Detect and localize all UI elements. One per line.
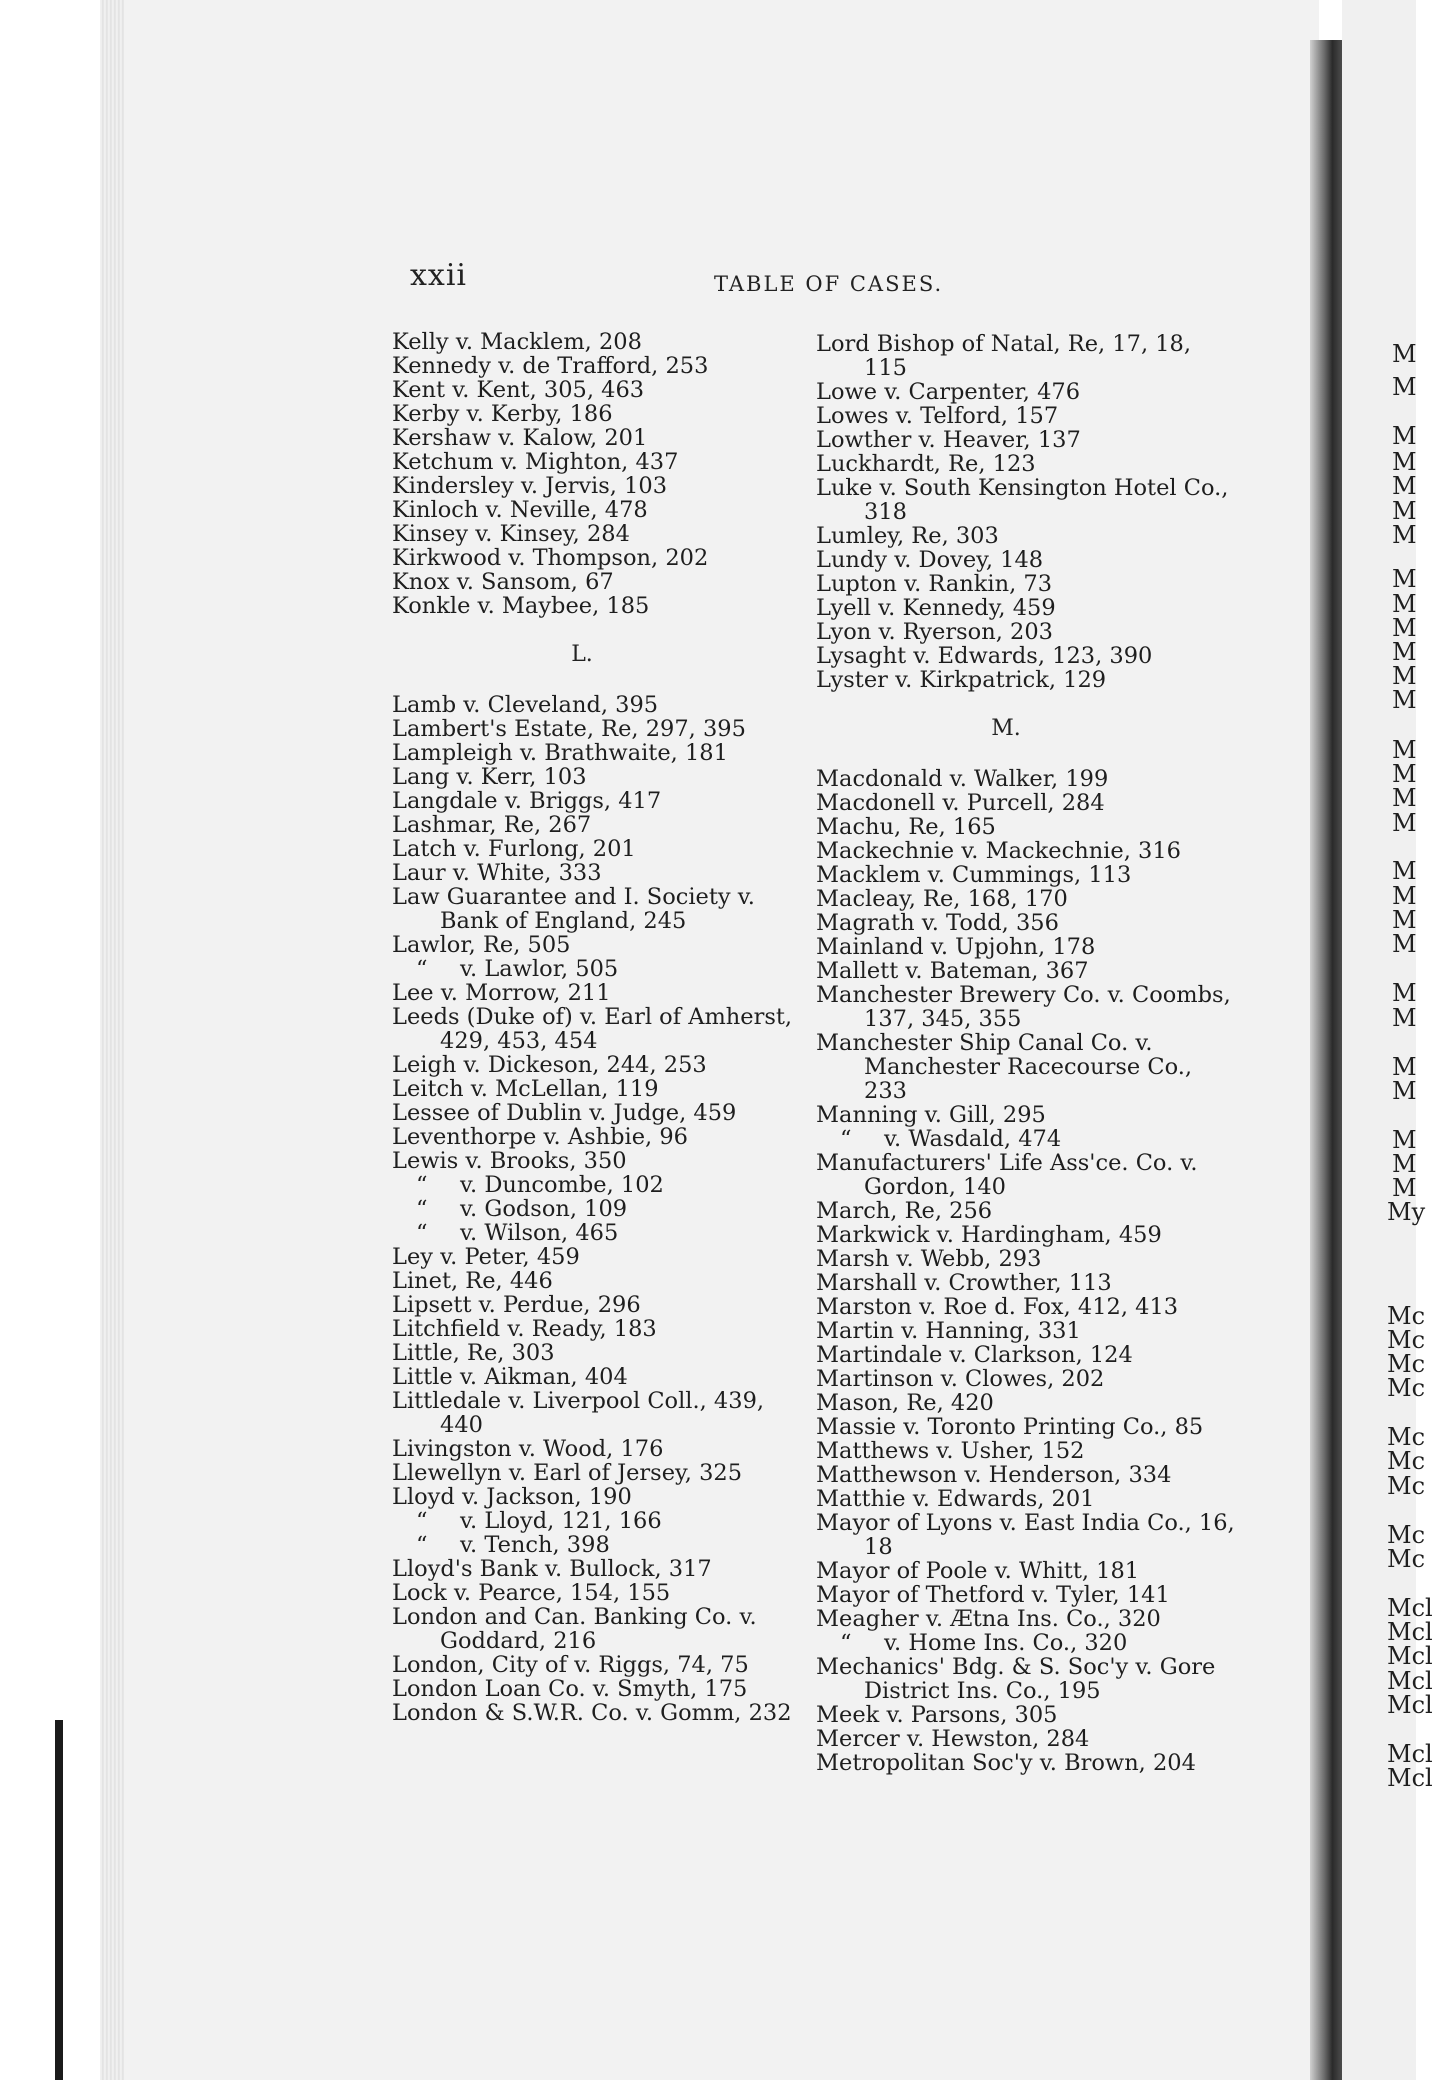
case-entry: London Loan Co. v. Smyth, 175 (392, 1676, 748, 1702)
case-entry: Luke v. South Kensington Hotel Co., 318 (816, 475, 1229, 525)
case-entry: Marshall v. Crowther, 113 (816, 1270, 1112, 1296)
case-entry: Martinson v. Clowes, 202 (816, 1366, 1105, 1392)
case-entry (816, 1631, 1236, 1655)
case-entry: Little, Re, 303 (392, 1340, 555, 1366)
case-entry: Mayor of Thetford v. Tyler, 141 (816, 1582, 1170, 1608)
case-entry: Marsh v. Webb, 293 (816, 1246, 1042, 1272)
case-entry: Lawlor, Re, 505 (392, 932, 571, 958)
facing-page-letter: M (1392, 472, 1417, 500)
case-entry: Linet, Re, 446 (392, 1268, 553, 1294)
case-entry: Lyell v. Kennedy, 459 (816, 595, 1056, 621)
section-letter-m: M. (991, 716, 1021, 741)
case-entry: Massie v. Toronto Printing Co., 85 (816, 1414, 1204, 1440)
case-entry: Mechanics' Bdg. & S. Soc'y v. Gore District Ins. Co., 195 (816, 1654, 1216, 1704)
right-column (816, 332, 1236, 1775)
facing-page-letter: Mc (1387, 1423, 1426, 1451)
facing-page-letter: M (1392, 686, 1417, 714)
case-entry: Lashmar, Re, 267 (392, 812, 592, 838)
case-entry: London & S.W.R. Co. v. Gomm, 232 (392, 1700, 792, 1726)
facing-page-letter: Mc (1387, 1326, 1426, 1354)
case-entry: Lowe v. Carpenter, 476 (816, 379, 1081, 405)
case-entry: Kinsey v. Kinsey, 284 (392, 521, 630, 547)
ditto-mark: “ (416, 1508, 428, 1534)
case-entry: Matthewson v. Henderson, 334 (816, 1462, 1172, 1488)
case-entry: Lampleigh v. Brathwaite, 181 (392, 740, 728, 766)
facing-page-letter: Mcl (1387, 1667, 1433, 1695)
case-entry: Lamb v. Cleveland, 395 (392, 692, 659, 718)
case-entry: Lyon v. Ryerson, 203 (816, 619, 1053, 645)
facing-page-letter: M (1392, 662, 1417, 690)
facing-page-letter: M (1392, 979, 1417, 1007)
case-entry: Kinloch v. Neville, 478 (392, 497, 648, 523)
case-entry: Macdonell v. Purcell, 284 (816, 790, 1105, 816)
case-entry: Kerby v. Kerby, 186 (392, 401, 613, 427)
facing-page-letter: Mc (1387, 1472, 1426, 1500)
case-entry: Leitch v. McLellan, 119 (392, 1076, 659, 1102)
running-head: TABLE OF CASES. (714, 272, 944, 296)
facing-page-letter: Mc (1387, 1545, 1426, 1573)
case-entry: Knox v. Sansom, 67 (392, 569, 614, 595)
case-entry-text: v. Godson, 109 (460, 1196, 628, 1222)
case-entry-text: v. Duncombe, 102 (460, 1172, 664, 1198)
facing-page-letter: M (1392, 1174, 1417, 1202)
case-entry-text: v. Wasdald, 474 (884, 1126, 1062, 1152)
case-entry: Macleay, Re, 168, 170 (816, 886, 1068, 912)
case-entry: Machu, Re, 165 (816, 814, 996, 840)
case-entry: Kelly v. Macklem, 208 (392, 329, 642, 355)
case-entry-text: v. Home Ins. Co., 320 (884, 1630, 1128, 1656)
case-entry: Magrath v. Todd, 356 (816, 910, 1059, 936)
l-entries-list-continued (816, 332, 1236, 692)
facing-page-letter: M (1392, 1150, 1417, 1178)
ditto-mark: “ (416, 1532, 428, 1558)
facing-page-letter: Mc (1387, 1447, 1426, 1475)
case-entry: Lupton v. Rankin, 73 (816, 571, 1053, 597)
facing-page-letter: Mc (1387, 1374, 1426, 1402)
case-entry-text: v. Lawlor, 505 (460, 956, 619, 982)
case-entry: Lessee of Dublin v. Judge, 459 (392, 1100, 737, 1126)
case-entry: Littledale v. Liverpool Coll., 439, 440 (392, 1388, 765, 1438)
case-entry: London, City of v. Riggs, 74, 75 (392, 1652, 749, 1678)
facing-page-letter: Mcl (1387, 1618, 1433, 1646)
case-entry: Mayor of Poole v. Whitt, 181 (816, 1558, 1140, 1584)
facing-page-letter: M (1392, 614, 1417, 642)
facing-page-letter: M (1392, 638, 1417, 666)
case-entry: Lang v. Kerr, 103 (392, 764, 587, 790)
case-entry: Llewellyn v. Earl of Jersey, 325 (392, 1460, 743, 1486)
case-entry: Kindersley v. Jervis, 103 (392, 473, 668, 499)
ditto-mark: “ (416, 1172, 428, 1198)
case-entry: Kent v. Kent, 305, 463 (392, 377, 645, 403)
case-entry: Lloyd v. Jackson, 190 (392, 1484, 632, 1510)
case-entry: Mackechnie v. Mackechnie, 316 (816, 838, 1181, 864)
facing-page-letter: M (1392, 590, 1417, 618)
case-entry: Luckhardt, Re, 123 (816, 451, 1036, 477)
case-entry: Ley v. Peter, 459 (392, 1244, 580, 1270)
facing-page-letter: M (1392, 422, 1417, 450)
case-entry: Konkle v. Maybee, 185 (392, 593, 650, 619)
case-entry: Ketchum v. Mighton, 437 (392, 449, 679, 475)
case-entry: Lyster v. Kirkpatrick, 129 (816, 667, 1107, 693)
case-entry: Meagher v. Ætna Ins. Co., 320 (816, 1606, 1161, 1632)
case-entry: Kirkwood v. Thompson, 202 (392, 545, 709, 571)
case-entry: Martin v. Hanning, 331 (816, 1318, 1081, 1344)
case-entry: Manufacturers' Life Ass'ce. Co. v. Gordon, 140 (816, 1150, 1198, 1200)
case-entry: Mayor of Lyons v. East India Co., 16, 18 (816, 1510, 1235, 1560)
case-entry-text: v. Wilson, 465 (460, 1220, 619, 1246)
case-entry: Laur v. White, 333 (392, 860, 602, 886)
case-entry: Manchester Ship Canal Co. v. Manchester Racecourse Co., 233 (816, 1030, 1193, 1104)
case-entry: Mainland v. Upjohn, 178 (816, 934, 1096, 960)
facing-page-letter: Mcl (1387, 1642, 1433, 1670)
case-entry: Little v. Aikman, 404 (392, 1364, 628, 1390)
case-entry: Lumley, Re, 303 (816, 523, 999, 549)
book-edge-shadow (55, 1720, 63, 2080)
case-entry: Latch v. Furlong, 201 (392, 836, 636, 862)
case-entry: Mallett v. Bateman, 367 (816, 958, 1089, 984)
case-entry (392, 1221, 812, 1245)
case-entry: Leventhorpe v. Ashbie, 96 (392, 1124, 688, 1150)
case-entry: Martindale v. Clarkson, 124 (816, 1342, 1133, 1368)
facing-page-letter: M (1392, 736, 1417, 764)
facing-page-letter: M (1392, 373, 1417, 401)
case-entry-text: v. Tench, 398 (460, 1532, 610, 1558)
facing-page-letter: M (1392, 521, 1417, 549)
facing-page-letter: M (1392, 906, 1417, 934)
case-entry: Lundy v. Dovey, 148 (816, 547, 1044, 573)
facing-page-letter: M (1392, 448, 1417, 476)
case-entry: Manning v. Gill, 295 (816, 1102, 1046, 1128)
facing-page-letter: Mc (1387, 1350, 1426, 1378)
case-entry: Lowes v. Telford, 157 (816, 403, 1059, 429)
case-entry: Kershaw v. Kalow, 201 (392, 425, 648, 451)
case-entry: Lee v. Morrow, 211 (392, 980, 611, 1006)
facing-page-letter: M (1392, 1004, 1417, 1032)
case-entry: Markwick v. Hardingham, 459 (816, 1222, 1162, 1248)
case-entry (392, 1509, 812, 1533)
case-entry: Lambert's Estate, Re, 297, 395 (392, 716, 746, 742)
k-entries-list (392, 330, 812, 618)
left-column (392, 330, 812, 1725)
case-entry: Manchester Brewery Co. v. Coombs, 137, 345, 355 (816, 982, 1231, 1032)
facing-page-letter: M (1392, 809, 1417, 837)
case-entry-text: v. Lloyd, 121, 166 (460, 1508, 662, 1534)
facing-page-letter: Mcl (1387, 1594, 1433, 1622)
case-entry: Lowther v. Heaver, 137 (816, 427, 1081, 453)
case-entry: Lewis v. Brooks, 350 (392, 1148, 627, 1174)
facing-page-letter: Mcl (1387, 1740, 1433, 1768)
ditto-mark: “ (416, 1196, 428, 1222)
ditto-mark: “ (840, 1630, 852, 1656)
facing-page-letter: M (1392, 340, 1417, 368)
case-entry: Mason, Re, 420 (816, 1390, 994, 1416)
case-entry: Metropolitan Soc'y v. Brown, 204 (816, 1750, 1196, 1776)
case-entry: Macdonald v. Walker, 199 (816, 766, 1109, 792)
case-entry: Lipsett v. Perdue, 296 (392, 1292, 641, 1318)
ditto-mark: “ (416, 956, 428, 982)
case-entry: Law Guarantee and I. Society v. Bank of England, 245 (392, 884, 755, 934)
facing-page-fragment (1342, 0, 1433, 2080)
facing-page-letter: M (1392, 760, 1417, 788)
case-entry: Matthews v. Usher, 152 (816, 1438, 1085, 1464)
facing-page-letter: M (1392, 565, 1417, 593)
case-entry: Matthie v. Edwards, 201 (816, 1486, 1095, 1512)
m-entries-list (816, 767, 1236, 1775)
section-letter-l: L. (571, 642, 593, 667)
facing-page-letter: M (1392, 857, 1417, 885)
case-entry: Lloyd's Bank v. Bullock, 317 (392, 1556, 712, 1582)
facing-page-letter: My (1387, 1198, 1426, 1226)
facing-page-letter: M (1392, 882, 1417, 910)
page-number: xxii (410, 258, 468, 293)
case-entry: Lock v. Pearce, 154, 155 (392, 1580, 671, 1606)
facing-page-letter: M (1392, 1053, 1417, 1081)
book-gutter (1310, 40, 1342, 2080)
ditto-mark: “ (840, 1126, 852, 1152)
case-entry: Lord Bishop of Natal, Re, 17, 18, 115 (816, 331, 1192, 381)
case-entry (392, 1173, 812, 1197)
l-entries-list (392, 693, 812, 1725)
case-entry: London and Can. Banking Co. v. Goddard, 216 (392, 1604, 757, 1654)
case-entry: Meek v. Parsons, 305 (816, 1702, 1058, 1728)
case-entry: Marston v. Roe d. Fox, 412, 413 (816, 1294, 1179, 1320)
case-entry: Macklem v. Cummings, 113 (816, 862, 1132, 888)
case-entry: Lysaght v. Edwards, 123, 390 (816, 643, 1153, 669)
case-entry: March, Re, 256 (816, 1198, 993, 1224)
case-entry: Livingston v. Wood, 176 (392, 1436, 664, 1462)
facing-page-letter: Mc (1387, 1521, 1426, 1549)
case-entry: Leigh v. Dickeson, 244, 253 (392, 1052, 707, 1078)
case-entry: Kennedy v. de Trafford, 253 (392, 353, 709, 379)
facing-page-letter: Mcl (1387, 1764, 1433, 1792)
case-entry (392, 1197, 812, 1221)
case-entry: Langdale v. Briggs, 417 (392, 788, 662, 814)
facing-page-letter: M (1392, 497, 1417, 525)
case-entry (392, 1533, 812, 1557)
facing-page-letter: Mc (1387, 1302, 1426, 1330)
facing-page-letter: Mcl (1387, 1691, 1433, 1719)
facing-page-letter: M (1392, 784, 1417, 812)
facing-page-letter: M (1392, 1077, 1417, 1105)
facing-page-letter: M (1392, 1126, 1417, 1154)
case-entry: Leeds (Duke of) v. Earl of Amherst, 429, 453, 454 (392, 1004, 793, 1054)
case-entry: Mercer v. Hewston, 284 (816, 1726, 1090, 1752)
facing-page-letter: M (1392, 930, 1417, 958)
case-entry (816, 1127, 1236, 1151)
case-entry (392, 957, 812, 981)
case-entry: Litchfield v. Ready, 183 (392, 1316, 657, 1342)
ditto-mark: “ (416, 1220, 428, 1246)
